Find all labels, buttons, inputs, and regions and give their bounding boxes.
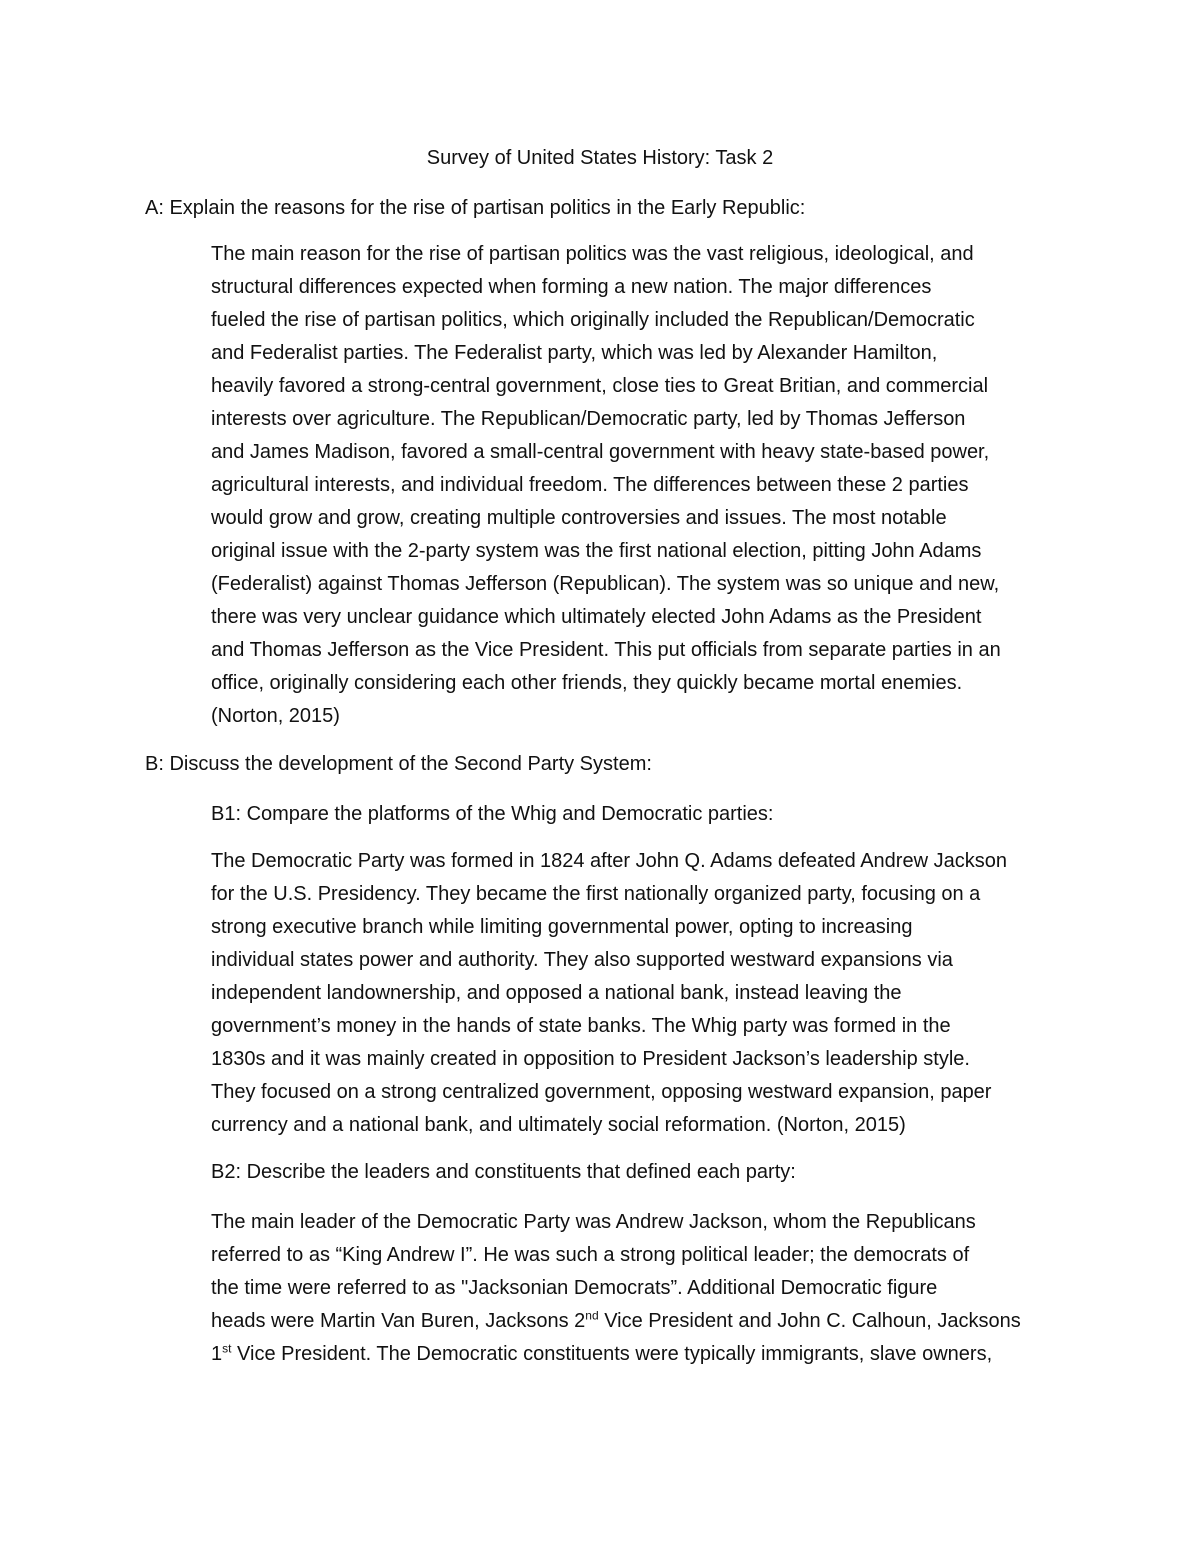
paragraph-line: (Norton, 2015) — [211, 705, 340, 727]
paragraph-line: The main leader of the Democratic Party was Andrew Jackson, whom the Republicans — [211, 1211, 976, 1233]
paragraph-line: the time were referred to as "Jacksonian Democrats”. Additional Democratic figure — [211, 1277, 938, 1299]
paragraph-line: 1830s and it was mainly created in opposition to President Jackson’s leadership style. — [211, 1048, 970, 1070]
ordinal-superscript: st — [222, 1341, 232, 1356]
paragraph-line: for the U.S. Presidency. They became the first nationally organized party, focusing on a — [211, 883, 981, 905]
paragraph-line: there was very unclear guidance which ultimately elected John Adams as the President — [211, 606, 982, 628]
line-text: 1 — [211, 1343, 223, 1365]
paragraph-line: referred to as “King Andrew I”. He was such a strong political leader; the democrats of — [211, 1244, 970, 1266]
paragraph-line: individual states power and authority. They also supported westward expansions via — [211, 949, 953, 971]
paragraph-line: and Federalist parties. The Federalist party, which was led by Alexander Hamilton, — [211, 342, 938, 364]
section-b2-paragraph — [211, 1206, 1071, 1371]
section-b2-heading: B2: Describe the leaders and constituents that defined each party: — [211, 1161, 796, 1183]
section-a-paragraph — [211, 238, 1071, 733]
paragraph-line: (Federalist) against Thomas Jefferson (Republican). The system was so unique and new, — [211, 573, 1000, 595]
paragraph-line: structural differences expected when forming a new nation. The major differences — [211, 276, 932, 298]
section-a-heading: A: Explain the reasons for the rise of partisan politics in the Early Republic: — [145, 197, 806, 219]
section-b1-heading: B1: Compare the platforms of the Whig and Democratic parties: — [211, 803, 774, 825]
paragraph-line — [211, 1338, 1071, 1371]
paragraph-line: office, originally considering each other friends, they quickly became mortal enemies. — [211, 672, 963, 694]
paragraph-line: They focused on a strong centralized government, opposing westward expansion, paper — [211, 1081, 992, 1103]
paragraph-line: currency and a national bank, and ultimately social reformation. (Norton, 2015) — [211, 1114, 906, 1136]
section-b-heading: B: Discuss the development of the Second Party System: — [145, 753, 652, 775]
ordinal-superscript: nd — [585, 1308, 599, 1323]
paragraph-line: and James Madison, favored a small-central government with heavy state-based power, — [211, 441, 990, 463]
paragraph-line: The main reason for the rise of partisan politics was the vast religious, ideological, and — [211, 243, 974, 265]
paragraph-line: and Thomas Jefferson as the Vice President. This put officials from separate parties in an — [211, 639, 1001, 661]
paragraph-line: heavily favored a strong-central government, close ties to Great Britian, and commercial — [211, 375, 989, 397]
paragraph-line: fueled the rise of partisan politics, which originally included the Republican/Democratic — [211, 309, 975, 331]
line-text: Vice President. The Democratic constituents were typically immigrants, slave owners, — [231, 1343, 993, 1365]
line-text: Vice President and John C. Calhoun, Jacksons — [598, 1310, 1021, 1332]
paragraph-line: original issue with the 2-party system was the first national election, pitting John Adams — [211, 540, 982, 562]
paragraph-line: agricultural interests, and individual freedom. The differences between these 2 parties — [211, 474, 969, 496]
paragraph-line: government’s money in the hands of state banks. The Whig party was formed in the — [211, 1015, 951, 1037]
paragraph-line: strong executive branch while limiting governmental power, opting to increasing — [211, 916, 913, 938]
line-text: heads were Martin Van Buren, Jacksons 2 — [211, 1310, 586, 1332]
paragraph-line — [211, 1305, 1071, 1338]
paragraph-line: would grow and grow, creating multiple controversies and issues. The most notable — [211, 507, 947, 529]
paragraph-line: interests over agriculture. The Republican/Democratic party, led by Thomas Jefferson — [211, 408, 966, 430]
paragraph-line: The Democratic Party was formed in 1824 after John Q. Adams defeated Andrew Jackson — [211, 850, 1007, 872]
section-b1-paragraph — [211, 845, 1071, 1142]
paragraph-line: independent landownership, and opposed a national bank, instead leaving the — [211, 982, 902, 1004]
page-title: Survey of United States History: Task 2 — [426, 147, 774, 169]
